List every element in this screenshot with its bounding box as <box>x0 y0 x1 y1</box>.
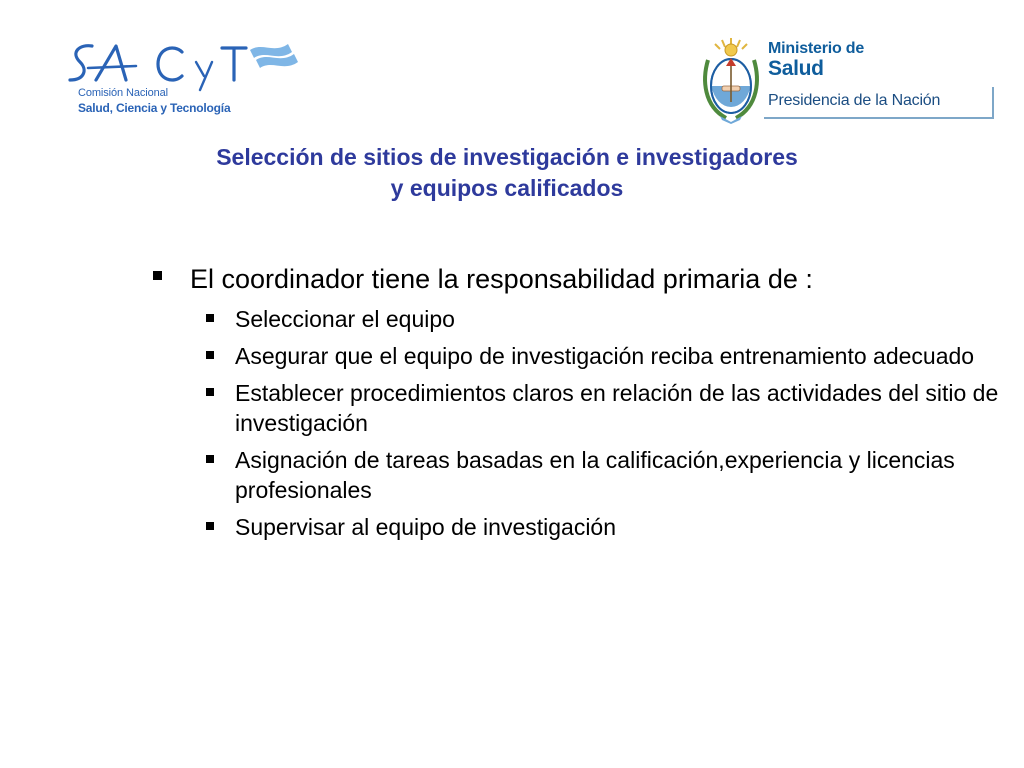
square-bullet-icon <box>206 455 214 463</box>
sub-bullet-text: Establecer procedimientos claros en relación de las actividades del sitio de investigación <box>235 380 999 436</box>
sub-bullet-item <box>150 512 1010 542</box>
ministry-line1: Ministerio de <box>768 40 865 57</box>
ministry-line3: Presidencia de la Nación <box>768 92 941 109</box>
slide-title <box>80 142 934 204</box>
coat-of-arms-icon <box>700 36 762 124</box>
ministerio-salud-logo <box>700 36 1000 128</box>
bullet-content <box>150 262 1010 549</box>
sacyt-logo-mark <box>66 36 326 92</box>
sub-bullet-item <box>150 341 1010 371</box>
main-bullet-text: El coordinador tiene la responsabilidad primaria de : <box>190 264 813 294</box>
square-bullet-icon <box>153 271 162 280</box>
square-bullet-icon <box>206 314 214 322</box>
org-name-line1: Comisión Nacional <box>78 87 169 99</box>
sub-bullet-item <box>150 304 1010 334</box>
slide-title-line2: y equipos calificados <box>390 175 624 201</box>
sub-bullet-text: Asegurar que el equipo de investigación reciba entrenamiento adecuado <box>235 343 975 369</box>
sub-bullet-item <box>150 378 1010 438</box>
square-bullet-icon <box>206 388 214 396</box>
sub-bullet-text: Supervisar al equipo de investigación <box>235 514 617 540</box>
slide-title-line1: Selección de sitios de investigación e investigadores <box>216 144 798 170</box>
square-bullet-icon <box>206 351 214 359</box>
ministry-line2: Salud <box>768 57 824 80</box>
org-name-line2: Salud, Ciencia y Tecnología <box>78 101 231 115</box>
presidencia-frame <box>764 87 994 119</box>
sub-bullet-list <box>150 304 1010 542</box>
main-bullet <box>150 262 1010 296</box>
square-bullet-icon <box>206 522 214 530</box>
sacyt-logo <box>66 34 336 126</box>
sub-bullet-item <box>150 445 1010 505</box>
sub-bullet-text: Seleccionar el equipo <box>235 306 455 332</box>
sub-bullet-text: Asignación de tareas basadas en la calificación,experiencia y licencias profesionales <box>235 447 955 503</box>
